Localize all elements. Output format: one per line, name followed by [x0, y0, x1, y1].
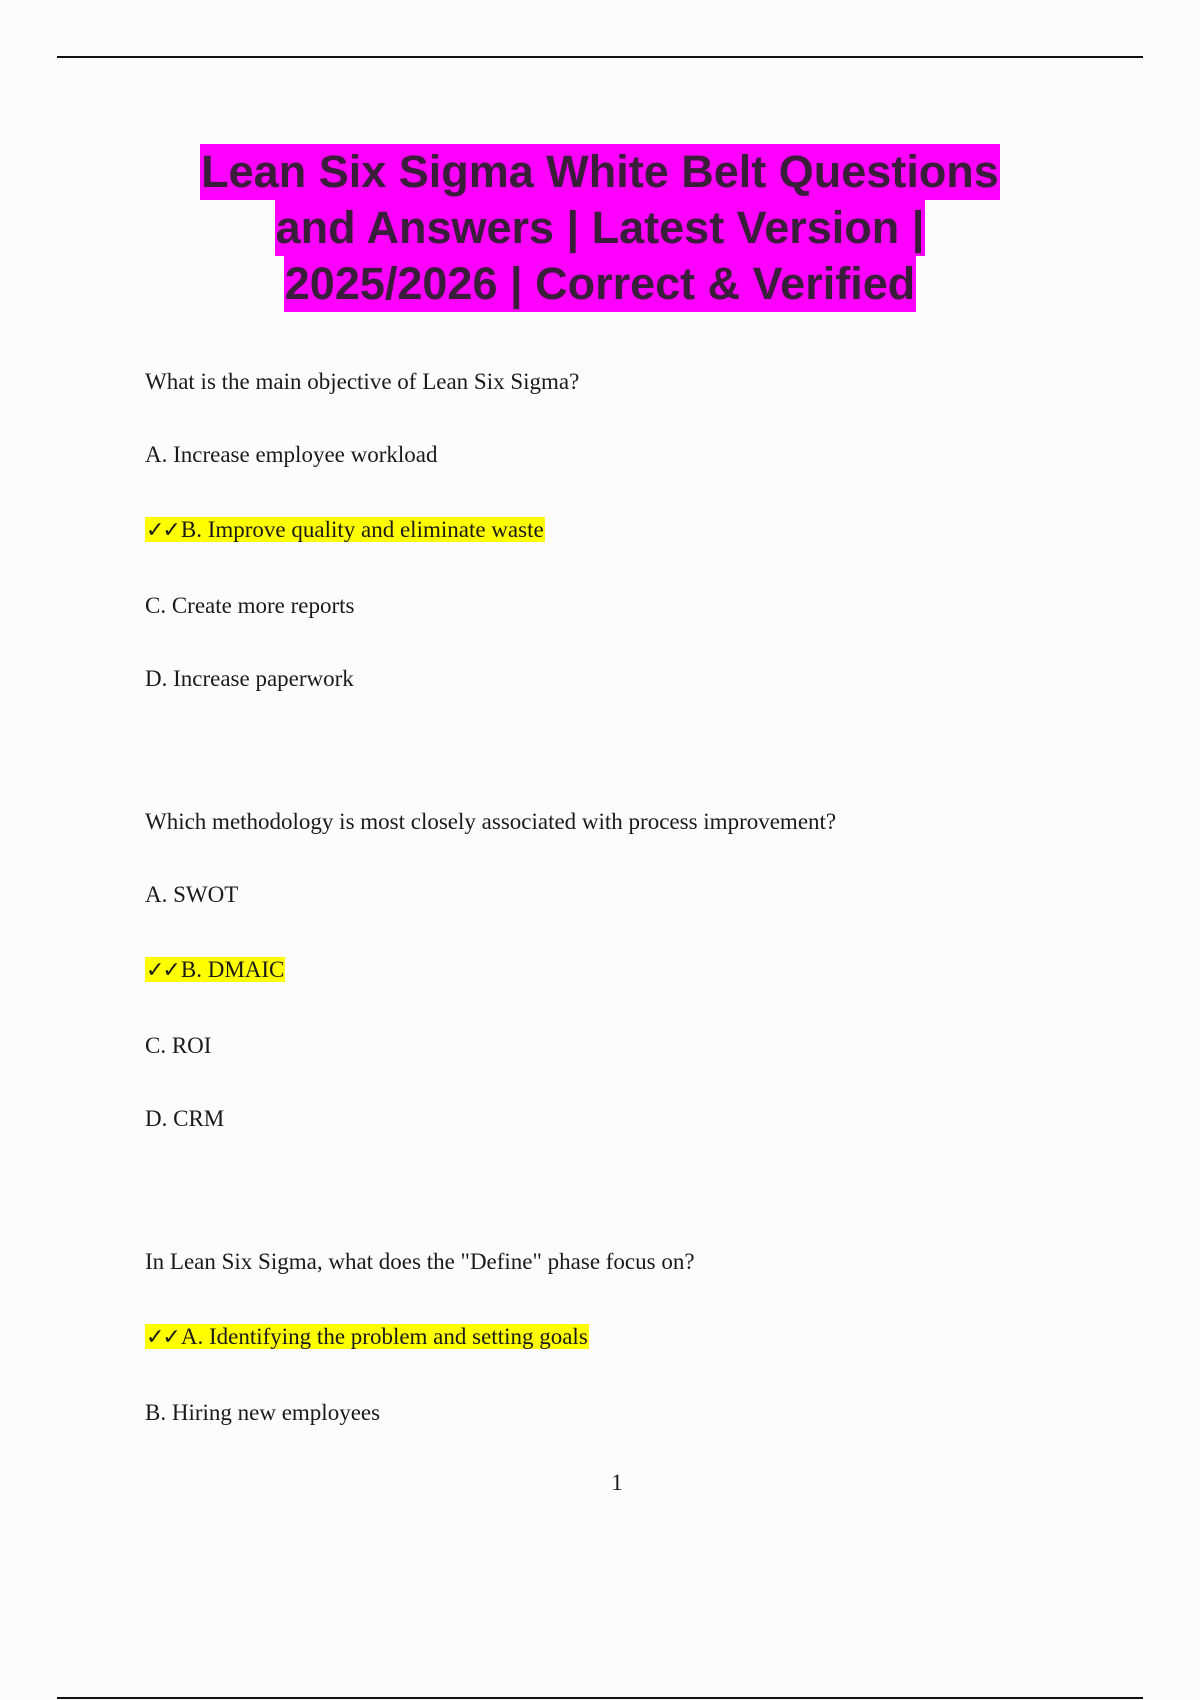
document-title	[0, 144, 1200, 312]
correct-answer-highlight	[145, 517, 545, 542]
title-line-2: and Answers | Latest Version |	[275, 200, 926, 256]
bottom-rule	[57, 1697, 1143, 1699]
title-line-1: Lean Six Sigma White Belt Questions	[200, 144, 1000, 200]
question-2-option-a: A. SWOT	[145, 882, 239, 907]
correct-answer-highlight	[145, 957, 285, 982]
question-2-option-b: B. DMAIC	[180, 957, 285, 982]
question-2-option-d: D. CRM	[145, 1106, 225, 1131]
question-1-option-c: C. Create more reports	[145, 593, 355, 618]
question-1-option-a: A. Increase employee workload	[145, 442, 438, 467]
question-1-option-b: B. Improve quality and eliminate waste	[180, 517, 544, 542]
question-3-option-a: A. Identifying the problem and setting goals	[180, 1324, 588, 1349]
question-1-text: What is the main objective of Lean Six Sigma?	[145, 369, 580, 394]
question-1-correct-option	[145, 515, 545, 546]
question-2-correct-option	[145, 955, 285, 986]
question-3-option-b: B. Hiring new employees	[145, 1400, 381, 1425]
question-3-correct-option	[145, 1322, 589, 1353]
question-3-text: In Lean Six Sigma, what does the "Define" phase focus on?	[145, 1249, 695, 1274]
title-line-3: 2025/2026 | Correct & Verified	[284, 256, 916, 312]
question-2-option-c: C. ROI	[145, 1033, 212, 1058]
top-rule	[57, 56, 1143, 58]
page-number: 1	[611, 1470, 623, 1495]
question-2-text: Which methodology is most closely associated with process improvement?	[145, 809, 837, 834]
check-icon: ✓✓	[146, 958, 179, 983]
correct-answer-highlight	[145, 1324, 589, 1349]
check-icon: ✓✓	[146, 1325, 179, 1350]
question-1-option-d: D. Increase paperwork	[145, 666, 354, 691]
check-icon: ✓✓	[146, 518, 179, 543]
